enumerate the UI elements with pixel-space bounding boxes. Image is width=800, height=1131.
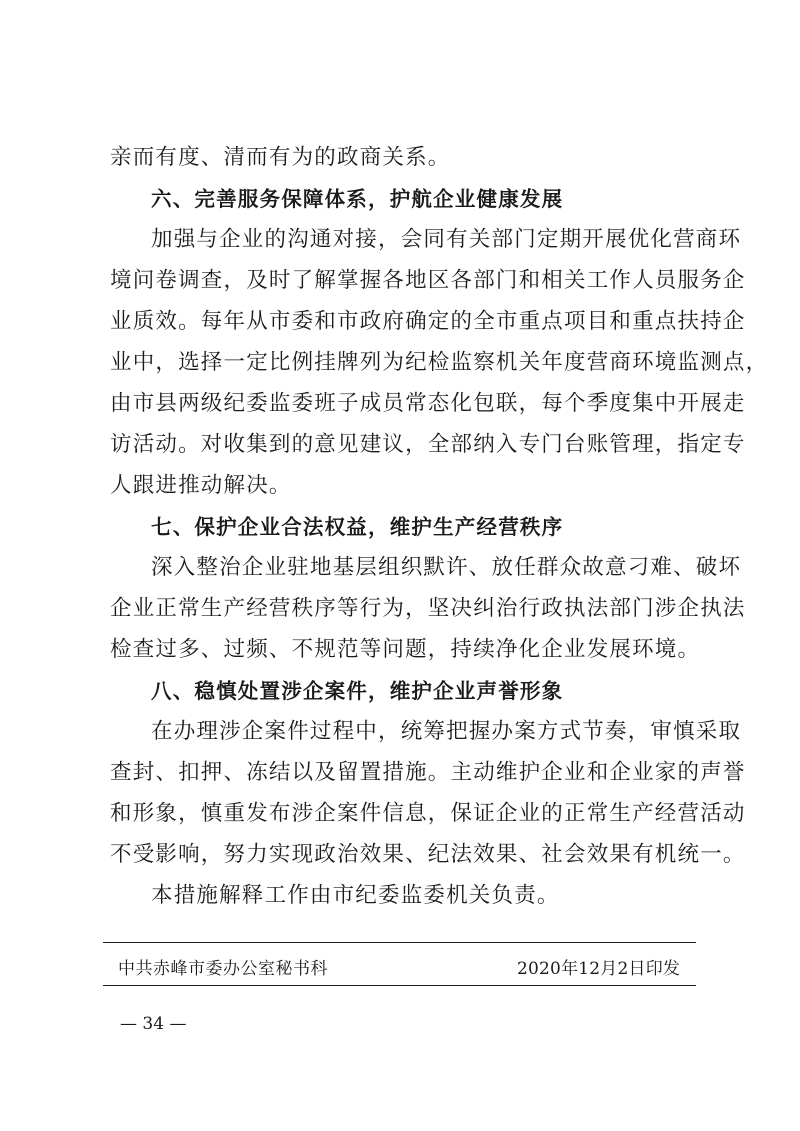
paragraph-line: 境问卷调查，及时了解掌握各地区各部门和相关工作人员服务企: [110, 268, 746, 293]
paragraph-line: 检查过多、过频、不规范等问题，持续净化企业发展环境。: [110, 637, 701, 662]
footer-bottom-rule: [103, 985, 696, 986]
section-heading-8: 八、稳慎处置涉企案件，维护企业声誉形象: [151, 679, 564, 703]
paragraph-line: 业中，选择一定比例挂牌列为纪检监察机关年度营商环境监测点，: [110, 350, 769, 375]
paragraph-line: 深入整治企业驻地基层组织默许、放任群众故意刁难、破坏: [151, 555, 742, 580]
footer-issue-date: 2020年12月2日印发: [517, 959, 681, 979]
footer-issuer: 中共赤峰市委办公室秘书科: [118, 959, 328, 979]
page-number: — 34 —: [120, 1014, 187, 1034]
paragraph-line: 访活动。对收集到的意见建议，全部纳入专门台账管理，指定专: [110, 432, 746, 457]
section-heading-6: 六、完善服务保障体系，护航企业健康发展: [151, 187, 564, 211]
paragraph-line: 不受影响，努力实现政治效果、纪法效果、社会效果有机统一。: [110, 842, 746, 867]
paragraph-line: 查封、扣押、冻结以及留置措施。主动维护企业和企业家的声誉: [110, 760, 746, 785]
paragraph-line: 本措施解释工作由市纪委监委机关负责。: [151, 883, 560, 908]
paragraph-line: 和形象，慎重发布涉企案件信息，保证企业的正常生产经营活动: [110, 801, 746, 826]
paragraph-line: 亲而有度、清而有为的政商关系。: [110, 145, 451, 170]
paragraph-line: 由市县两级纪委监委班子成员常态化包联，每个季度集中开展走: [110, 391, 746, 416]
section-heading-7: 七、保护企业合法权益，维护生产经营秩序: [151, 515, 564, 539]
paragraph-line: 业质效。每年从市委和市政府确定的全市重点项目和重点扶持企: [110, 309, 746, 334]
paragraph-line: 在办理涉企案件过程中，统筹把握办案方式节奏，审慎采取: [151, 719, 742, 744]
paragraph-line: 加强与企业的沟通对接，会同有关部门定期开展优化营商环: [151, 227, 742, 252]
footer-top-rule: [103, 942, 696, 943]
paragraph-line: 人跟进推动解决。: [110, 473, 292, 498]
paragraph-line: 企业正常生产经营秩序等行为，坚决纠治行政执法部门涉企执法: [110, 596, 746, 621]
